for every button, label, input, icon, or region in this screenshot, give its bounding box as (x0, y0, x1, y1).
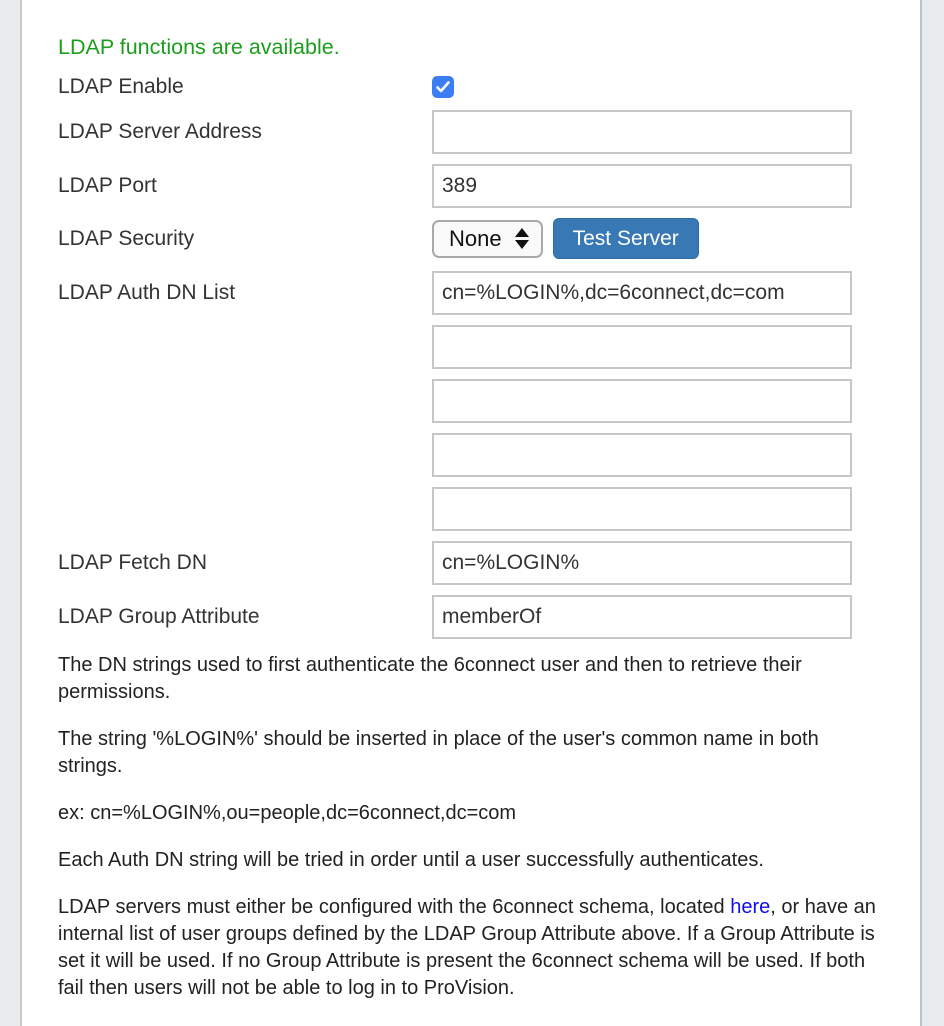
help-text-section (58, 652, 884, 1002)
ldap-auth-dn-input-4[interactable] (432, 433, 852, 477)
help-paragraph-schema (58, 894, 884, 1002)
ldap-fetch-dn-label: LDAP Fetch DN (58, 551, 207, 574)
ldap-auth-dn-input-3[interactable] (432, 379, 852, 423)
help-paragraph-auth-order: Each Auth DN string will be tried in order until a user successfully authenticates. (58, 849, 764, 871)
ldap-group-attribute-input[interactable] (432, 595, 852, 639)
help-paragraph-login-token: The string '%LOGIN%' should be inserted in place of the user's common name in both strings. (58, 728, 819, 777)
schema-text-post: , or have an internal list of user groups defined by the LDAP Group Attribute above. If a Group Attribute is set it will be used. If no Group Attribute is present the 6connect schema will be used. If both fail then users will not be able to log in to ProVision. (58, 896, 876, 999)
checkmark-icon (436, 81, 450, 93)
ldap-security-selected-value: None (449, 225, 502, 251)
ldap-auth-dn-input-2[interactable] (432, 325, 852, 369)
ldap-enable-checkbox[interactable] (432, 76, 454, 98)
ldap-enable-row (58, 76, 920, 98)
ldap-security-row (58, 218, 920, 259)
ldap-port-row (58, 164, 920, 208)
ldap-group-attribute-label: LDAP Group Attribute (58, 605, 260, 628)
select-arrows-icon (515, 228, 529, 249)
test-server-button[interactable]: Test Server (553, 218, 699, 259)
settings-panel (20, 0, 922, 1026)
ldap-server-address-input[interactable] (432, 110, 852, 154)
ldap-port-label: LDAP Port (58, 174, 157, 197)
schema-text-pre: LDAP servers must either be configured with the 6connect schema, located (58, 896, 731, 918)
ldap-fetch-dn-row (58, 541, 920, 585)
ldap-auth-dn-input-5[interactable] (432, 487, 852, 531)
ldap-settings-content (22, 0, 920, 1002)
ldap-auth-dn-label: LDAP Auth DN List (58, 281, 236, 304)
ldap-security-controls (432, 218, 699, 259)
schema-here-link[interactable]: here (730, 896, 771, 918)
ldap-auth-dn-row (58, 271, 920, 531)
ldap-security-select[interactable] (432, 220, 543, 258)
ldap-port-input[interactable] (432, 164, 852, 208)
ldap-status-message: LDAP functions are available. (58, 35, 340, 59)
help-paragraph-example: ex: cn=%LOGIN%,ou=people,dc=6connect,dc=com (58, 802, 517, 824)
ldap-server-address-label: LDAP Server Address (58, 120, 262, 143)
ldap-group-attribute-row (58, 595, 920, 639)
ldap-fetch-dn-input[interactable] (432, 541, 852, 585)
ldap-server-address-row (58, 110, 920, 154)
help-paragraph-dn-strings: The DN strings used to first authenticate the 6connect user and then to retrieve their permissions. (58, 654, 802, 703)
ldap-security-label: LDAP Security (58, 226, 195, 250)
ldap-auth-dn-inputs (432, 271, 852, 531)
ldap-enable-label: LDAP Enable (58, 75, 184, 98)
ldap-auth-dn-input-1[interactable] (432, 271, 852, 315)
